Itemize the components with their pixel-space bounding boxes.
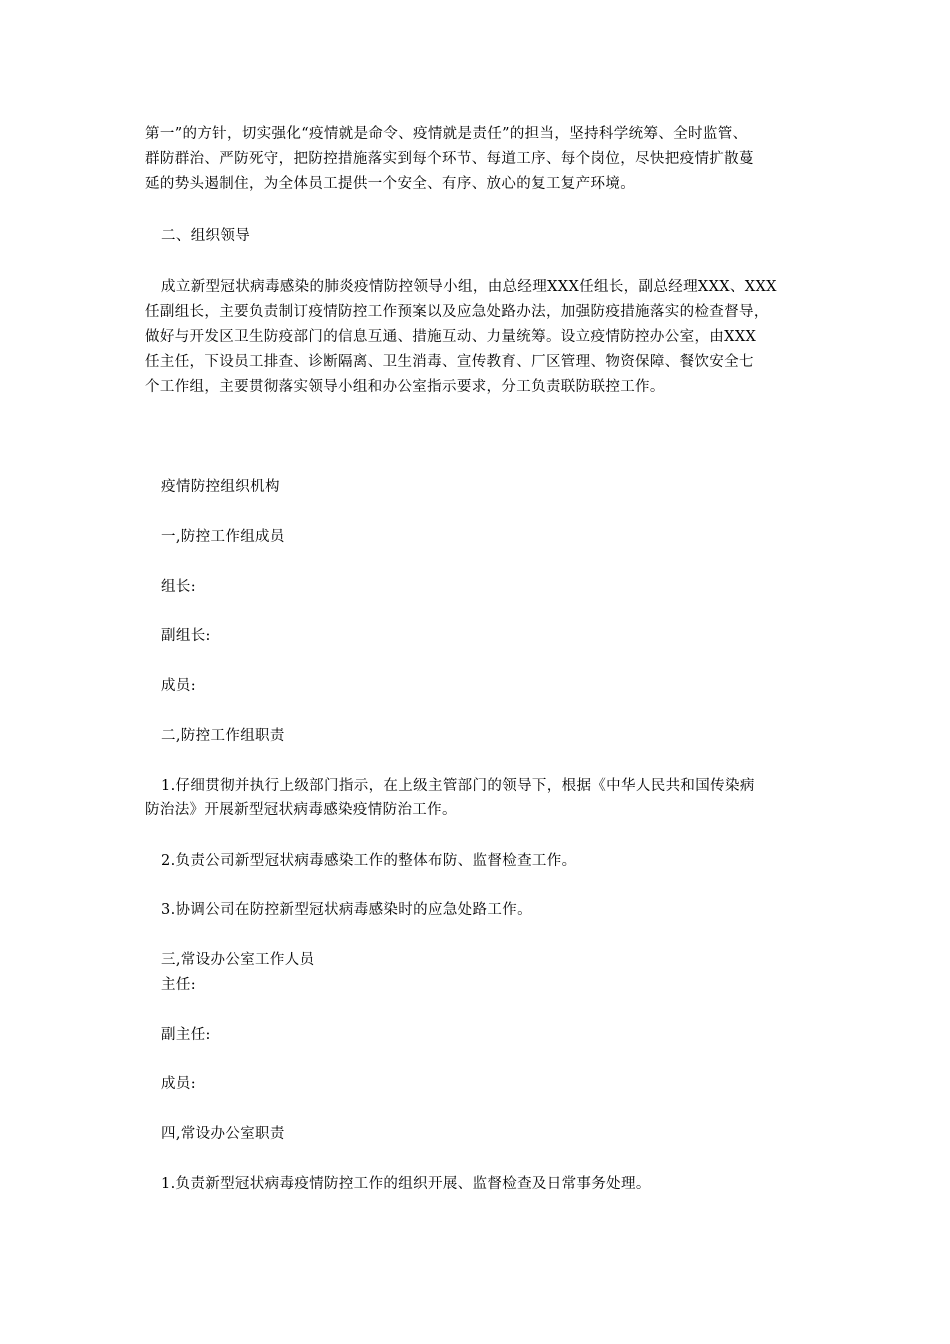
intro-line-2: 群防群治、严防死守，把防控措施落实到每个环节、每道工序、每个岗位，尽快把疫情扩散蔓: [145, 151, 754, 167]
part3-heading: 三,常设办公室工作人员: [161, 952, 315, 968]
duty1-line-2: 防治法》开展新型冠状病毒感染疫情防治工作。: [145, 802, 457, 818]
deputy-leader-label: 副组长:: [161, 628, 211, 644]
deputy-director-label: 副主任:: [161, 1027, 211, 1043]
section-two-line-4: 任主任，下设员工排查、诊断隔离、卫生消毒、宣传教育、厂区管理、物资保障、餐饮安全七: [145, 354, 754, 370]
org-title: 疫情防控组织机构: [161, 479, 280, 495]
leader-label: 组长:: [161, 579, 196, 595]
intro-line-3: 延的势头遏制住，为全体员工提供一个安全、有序、放心的复工复产环境。: [145, 176, 636, 192]
members-label-2: 成员:: [161, 1076, 196, 1092]
section-two-line-3: 做好与开发区卫生防疫部门的信息互通、措施互动、力量统筹。设立疫情防控办公室，由XXX: [145, 329, 757, 345]
section-two-line-2: 任副组长，主要负责制订疫情防控工作预案以及应急处路办法，加强防疫措施落实的检查督导，: [145, 304, 769, 320]
part1-heading: 一,防控工作组成员: [161, 529, 285, 545]
duty2: 2.负责公司新型冠状病毒感染工作的整体布防、监督检查工作。: [161, 853, 577, 869]
section-two-line-1: 成立新型冠状病毒感染的肺炎疫情防控领导小组，由总经理XXX任组长，副总经理XXX、XXX: [161, 279, 777, 295]
part4-heading: 四,常设办公室职责: [161, 1126, 285, 1142]
duty1-line-1: 1.仔细贯彻并执行上级部门指示，在上级主管部门的领导下，根据《中华人民共和国传染病: [161, 778, 755, 794]
office-duty1: 1.负责新型冠状病毒疫情防控工作的组织开展、监督检查及日常事务处理。: [161, 1176, 651, 1192]
members-label-1: 成员:: [161, 678, 196, 694]
duty3: 3.协调公司在防控新型冠状病毒感染时的应急处路工作。: [161, 902, 532, 918]
section-two-line-5: 个工作组，主要贯彻落实领导小组和办公室指示要求，分工负责联防联控工作。: [145, 379, 665, 395]
section-two-heading: 二、组织领导: [161, 228, 251, 244]
director-label: 主任:: [161, 977, 196, 993]
part2-heading: 二,防控工作组职责: [161, 728, 285, 744]
intro-line-1: 第一”的方针，切实强化“疫情就是命令、疫情就是责任”的担当，坚持科学统筹、全时监管、: [145, 126, 748, 142]
